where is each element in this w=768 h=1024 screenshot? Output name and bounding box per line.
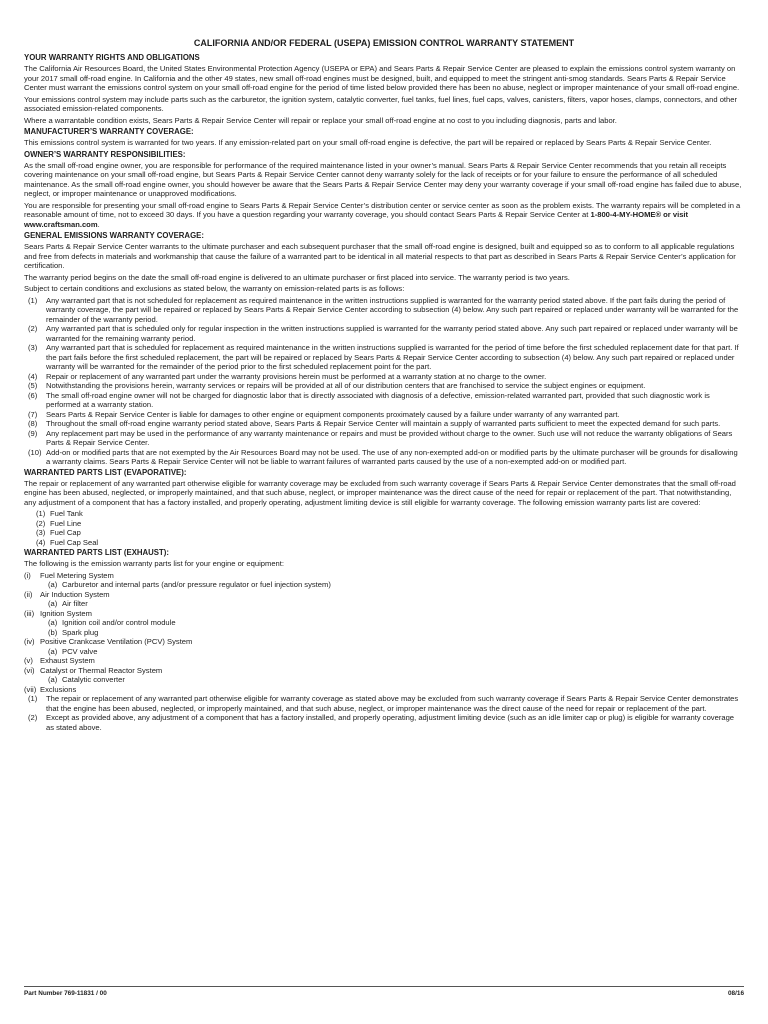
item-text: Catalyst or Thermal Reactor System [40,665,163,675]
item-text: Fuel Line [50,518,82,528]
list-item [24,372,744,382]
sub-item-letter: (a) [48,599,58,608]
item-number: (v) [24,656,33,665]
owner-paragraph-2-text: You are responsible for presenting your small off-road engine to Sears Parts & Repair Service Center’s distribution center or service center as soon as the problem exists. The warranty repairs will be completed in a reasonable amount of time, not to exceed 30 days. If you have a question regarding your warranty coverage, you should contact Sears Parts & Repair Service Center at [24,200,741,219]
item-text: Fuel Cap Seal [50,537,99,547]
item-text: Sears Parts & Repair Service Center is liable for damages to other engine or equipment components proximately caused by a failure under warranty of any warranted part. [46,409,620,419]
item-number: (vii) [24,684,37,694]
item-text: Exhaust System [40,656,95,665]
manufacturer-paragraph: This emissions control system is warranted for two years. If any emission-related part on your small off-road engine is defective, the part will be repaired or replaced by Sears Parts & Repair Service Center. [24,138,712,147]
general-paragraph-2: The warranty period begins on the date the small off-road engine is delivered to an ultimate purchaser or first placed into service. The warranty period is two years. [24,272,570,282]
list-item [24,637,744,647]
sub-item-letter: (a) [48,675,58,684]
list-item [24,410,744,420]
item-text: Any replacement part may be used in the performance of any warranty maintenance or repairs and must be provided without charge to the owner. Such use will not reduce the warranty obligations of Sears Parts & Repair Service Center. [46,428,733,447]
page-footer [24,986,744,999]
sub-item [24,675,744,685]
sub-item-letter: (a) [48,646,58,656]
sub-item [24,618,744,628]
list-item [24,391,744,410]
list-item [24,419,744,429]
exhaust-heading: WARRANTED PARTS LIST (EXHAUST): [24,548,169,557]
item-text: Notwithstanding the provisions herein, warranty services or repairs will be provided at all of our distribution centers that are franchised to service the subject engines or equipment. [46,381,646,390]
sub-item-letter: (a) [48,618,58,627]
list-item [24,666,744,676]
owner-paragraph-1: As the small off-road engine owner, you are responsible for performance of the required maintenance listed in your owner’s manual. Sears Parts & Repair Service Center recommends that you retain all receipts covering maintenance on your small off-road engine, but Sears Parts & Repair Service Center cannot deny warranty solely for the lack of receipts or for your failure to ensure the performance of all scheduled maintenance. As the small off-road engine owner, you should however be aware that the Sears Parts & Repair Service Center may deny your warranty coverage if your small off-road engine has failed due to abuse, neglect, or improper maintenance or unapproved modifications. [24,160,742,198]
exclusions-list [24,694,744,732]
item-text: Positive Crankcase Ventilation (PCV) System [40,637,193,646]
sub-item [24,580,744,590]
item-text: Except as provided above, any adjustment of a component that has a factory installed, and properly operating, adjustment limiting device (such as an idle limiter cap or plug) is eligible for warranty coverage as stated above. [46,713,735,732]
list-item [36,538,744,548]
list-item [24,296,744,325]
sub-item [24,599,744,609]
sub-item-letter: (b) [48,627,58,637]
sub-item-text: PCV valve [62,646,98,656]
item-number: (8) [28,419,38,428]
list-item [24,381,744,391]
print-date: 08/16 [728,990,744,997]
part-number: Part Number 769-11831 / 00 [24,990,107,997]
list-item [36,509,744,519]
item-text: Fuel Cap [50,528,81,537]
sub-item-text: Ignition coil and/or control module [62,618,176,627]
page-title: CALIFORNIA AND/OR FEDERAL (USEPA) EMISSION CONTROL WARRANTY STATEMENT [193,38,575,48]
sub-item-text: Catalytic converter [62,675,125,684]
item-number: (vi) [24,665,35,675]
list-item [24,694,744,713]
item-number: (4) [36,537,46,547]
item-text: Any warranted part that is scheduled only for regular inspection in the written instructions supplied is warranted for the warranty period stated above. Any such part repaired or replaced under warranty will be warranted for the remaining warranty period. [46,324,738,343]
owner-paragraph-2 [24,201,744,230]
sub-item-letter: (a) [48,580,58,589]
item-number: (1) [28,694,38,703]
item-number: (7) [28,409,38,419]
item-number: (6) [28,390,38,400]
list-item [24,713,744,732]
item-number: (2) [36,518,46,528]
item-number: (2) [28,713,38,722]
item-number: (4) [28,371,38,381]
evap-paragraph: The repair or replacement of any warranted part otherwise eligible for warranty coverage may be excluded from such warranty coverage if Sears Parts & Repair Service Center demonstrates that the small off-road engine has been abused, neglected, or improperly maintained, and that such abuse, neglect, or improper maintenance was the direct cause of the need for repair or replacement of the part. That notwithstanding, any adjustment of a component that has a factory installed, and properly operating, adjustment limiting device is still eligible for warranty coverage. The following emission warranty parts list are covered: [24,478,736,507]
item-text: Fuel Tank [50,509,83,518]
item-number: (9) [28,428,38,438]
item-text: The repair or replacement of any warranted part otherwise eligible for warranty coverage as stated above may be excluded from such warranty coverage if Sears Parts & Repair Service Center demonstrates that the engine has been abused, neglected, or improperly maintained, and that such abuse, neglect, or improper maintenance was the direct cause of the need for repair or replacement of the part. [46,694,739,713]
item-text: Fuel Metering System [40,570,114,580]
item-text: Throughout the small off-road engine warranty period stated above, Sears Parts & Repair Service Center will maintain a supply of warranted parts sufficient to meet the expected demand for such parts. [46,419,721,428]
item-text: Add-on or modified parts that are not exempted by the Air Resources Board may not be used. The use of any non-exempted add-on or modified parts by the ultimate purchaser will be grounds for disallowing a warranty claims. Sears Parts & Repair Service Center will not be liable to warrant failures of warranted parts caused by the use of a non-exempted add-on or modified part. [46,447,738,466]
rights-heading: YOUR WARRANTY RIGHTS AND OBLIGATIONS [24,53,200,62]
list-item [36,519,744,529]
list-item [24,590,744,600]
list-item [24,343,744,372]
item-number: (ii) [24,589,33,599]
owner-paragraph-2-end: . [97,219,100,229]
owner-heading: OWNER’S WARRANTY RESPONSIBILITIES: [24,149,186,159]
sub-item-text: Spark plug [62,627,99,637]
list-item [24,656,744,666]
sub-item [24,628,744,638]
list-item [24,609,744,619]
rights-paragraph-2: Your emissions control system may include parts such as the carburetor, the ignition system, catalytic converter, fuel tanks, fuel lines, fuel caps, valves, canisters, filters, vapor hoses, clamps, connectors, and other associated emission-related components. [24,94,738,113]
item-text: Repair or replacement of any warranted part under the warranty provisions herein must be performed at a warranty station at no charge to the owner. [46,371,547,381]
general-paragraph-1: Sears Parts & Repair Service Center warrants to the ultimate purchaser and each subsequent purchaser that the small off-road engine is designed, built and equipped so as to conform to all applicable regulations and free from defects in materials and workmanship that cause the failure of a warranted part to be identical in all material respects to that part as described in Sears Parts & Repair Service Center’s application for certification. [24,242,736,270]
item-number: (10) [28,447,42,457]
item-text: Ignition System [40,608,92,618]
list-item [36,528,744,538]
list-item [24,571,744,581]
item-text: Any warranted part that is not scheduled for replacement as required maintenance in the written instructions supplied is warranted for the warranty period stated above. If the part fails during the period of warranty coverage, the part will be repaired or replaced by Sears Parts & Repair Service Center according to subsection (4) below. Any such part repaired or replaced under warranty will be warranted for the remainder of the warranty period. [46,295,739,324]
item-number: (2) [28,324,38,333]
contact-info: 1-800-4-MY-HOME® or visit www.craftsman.com [24,210,689,229]
evap-heading: WARRANTED PARTS LIST (EVAPORATIVE): [24,467,187,477]
rights-paragraph-3: Where a warrantable condition exists, Sears Parts & Repair Service Center will repair or replace your small off-road engine at no cost to you including diagnosis, parts and labor. [24,115,617,125]
item-text: Any warranted part that is scheduled for replacement as required maintenance in the written instructions supplied is warranted for the period of time before the first scheduled replacement date for that part. If the part fails before the first scheduled replacement, the part will be repaired or replaced by Sears Parts & Repair Service Center according to subsection (4) below. Any such part repaired or replaced under warranty will be warranted for the remainder of the period prior to the first scheduled replacement point for the part. [46,343,739,371]
list-item [24,448,744,467]
manufacturer-heading: MANUFACTURER’S WARRANTY COVERAGE: [24,127,194,136]
evap-parts-list [24,509,744,547]
list-item [24,429,744,448]
item-number: (3) [36,528,46,537]
item-number: (i) [24,570,31,580]
item-text: The small off-road engine owner will not be charged for diagnostic labor that is directly associated with diagnosis of a defective, emission-related warranted part, provided that such diagnostic work is performed at a warranty station. [46,390,710,409]
sub-item [24,647,744,657]
item-number: (iii) [24,608,35,618]
item-number: (1) [36,509,46,518]
list-item [24,685,744,695]
general-items-list [24,296,744,467]
sub-item-text: Air filter [62,599,88,608]
item-number: (iv) [24,637,35,646]
rights-paragraph-1: The California Air Resources Board, the United States Environmental Protection Agency (USEPA or EPA) and Sears Parts & Repair Service Center are pleased to explain the emissions control system warranty on your 2017 small off-road engine. In California and the other 49 states, new small off-road engines must be designed, built, and equipped to meet the stringent anti-smog standards. Sears Parts & Repair Service Center must warrant the emissions control system on your small off-road engine for the period of time listed below provided there has been no abuse, neglect or improper maintenance of your small off-road engine. [24,64,740,92]
sub-item-text: Carburetor and internal parts (and/or pressure regulator or fuel injection system) [62,580,331,589]
item-number: (1) [28,295,38,305]
item-text: Exclusions [40,684,77,694]
general-heading: GENERAL EMISSIONS WARRANTY COVERAGE: [24,231,204,240]
general-paragraph-3: Subject to certain conditions and exclusions as stated below, the warranty on emission-related parts is as follows: [24,284,405,293]
item-number: (3) [28,343,38,352]
exhaust-parts-list [24,571,744,695]
list-item [24,324,744,343]
item-text: Air Induction System [40,589,110,599]
exhaust-paragraph: The following is the emission warranty parts list for your engine or equipment: [24,559,284,568]
item-number: (5) [28,381,38,390]
